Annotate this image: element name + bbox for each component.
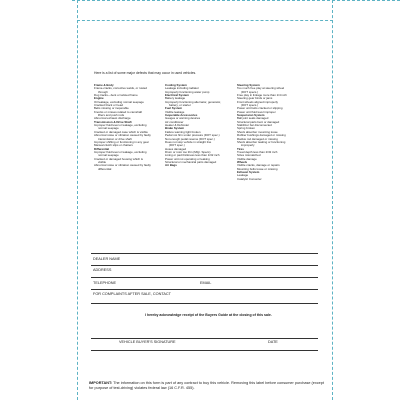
defect-item: Gauges or warning devices — [165, 117, 201, 121]
defect-item: (DOT spec.) — [169, 144, 185, 148]
defect-item: (DOT specs.) — [241, 104, 259, 108]
defect-item: Power unit belts cracked or slipping — [237, 107, 283, 111]
defect-category-heading: Electrical System — [165, 93, 189, 98]
address-line[interactable] — [91, 277, 318, 278]
defect-category-heading: Tires — [237, 146, 244, 151]
defects-column-3 — [237, 84, 317, 181]
defect-item: Visible damage — [237, 157, 257, 161]
important-label: IMPORTANT: — [89, 381, 113, 385]
important-notice — [89, 381, 329, 390]
defect-category-heading: Wheels — [237, 159, 248, 164]
defect-item: Tread depth less than 2/32 inch — [237, 150, 278, 154]
defect-item: Shock absorber leaking or functioning — [237, 140, 286, 144]
form-bottom-rule — [91, 350, 318, 351]
perforation-fold — [77, 20, 333, 21]
defect-category-heading: Transmission & Drive Shaft — [94, 119, 132, 124]
important-text: The information on this form is part of any contract to buy this vehicle. Removing this label before consumer purchase (except for purpose of test-driving) violates federal law (16 C.F.R. 455). — [89, 381, 324, 390]
defect-item: Dog tracks—bent or twisted frame — [94, 94, 138, 98]
defect-category-heading: Engine — [94, 96, 104, 101]
defect-item: Cracked or damaged housing which is — [94, 157, 144, 161]
address-label: ADDRESS — [93, 268, 112, 272]
defect-item: Leakage including radiator — [165, 87, 199, 91]
defect-item: Power unit fluid level improper — [237, 110, 276, 114]
defect-item: Ball joint seals damaged — [237, 117, 269, 121]
defect-item: Improper fluid level or leakage, excluding — [94, 150, 147, 154]
dealer-name-label: DEALER NAME — [93, 257, 121, 261]
buyers-guide-back — [77, 0, 333, 400]
defect-item: Battery leakage — [165, 97, 186, 101]
date-label: DATE — [268, 340, 278, 344]
defect-item: battery, or starter — [169, 104, 191, 108]
defect-item: Abnormal noise or vibration caused by faulty — [94, 134, 151, 138]
defect-category-heading: Differential — [94, 146, 110, 151]
defect-item: Sizes mismatched — [237, 154, 261, 158]
defect-item: visible — [98, 160, 107, 164]
defect-item: Rubber bushings damaged or missing — [237, 134, 286, 138]
signature-line[interactable] — [91, 338, 318, 339]
defect-item: Not enough pedal reserve (DOT spec.) — [165, 137, 215, 141]
defect-category-heading: Fuel System — [165, 106, 183, 111]
defect-item: Abnormal noise or vibration caused by faulty — [94, 164, 151, 168]
defect-item: Improperly functioning alternator, generator, — [165, 100, 221, 104]
defect-item: normal seepage — [98, 154, 119, 158]
defect-item: Front wheels aligned improperly — [237, 100, 278, 104]
defect-category-heading: Cooling System — [165, 83, 187, 87]
defect-item: Stabilizer bar disconnected — [237, 124, 272, 128]
defect-item: Lining or pad thickness less than 1/32 inch — [165, 154, 220, 158]
defect-category-heading: Suspension System — [237, 113, 265, 118]
defect-item: Hoses damaged — [165, 147, 187, 151]
defect-item: Catalytic Converter — [237, 177, 262, 181]
defects-column-1 — [94, 84, 164, 171]
defect-item: Radius rod damaged or missing — [237, 137, 278, 141]
defects-column-2 — [165, 84, 235, 168]
defect-item: Cracked or damaged case which is visible — [94, 130, 148, 134]
defect-category-heading: Steering System — [237, 83, 260, 87]
buyer-signature-label: VEHICLE BUYER'S SIGNATURE — [119, 340, 176, 344]
defect-category-heading: Brake System — [165, 126, 185, 131]
complaints-contact-label: FOR COMPLAINTS AFTER SALE, CONTACT — [93, 292, 171, 296]
defect-item: differential — [98, 167, 112, 171]
defect-item: Improper shifting or functioning in any gear — [94, 140, 149, 144]
defect-category-heading: Air Bags — [165, 163, 177, 168]
defect-item: Cracked block or head — [94, 104, 123, 108]
email-label: EMAIL — [200, 281, 212, 285]
acknowledge-text: I hereby acknowledge receipt of the Buyers Guide at the closing of this sale. — [145, 313, 272, 317]
defect-item: Air conditioner — [165, 120, 184, 124]
defect-item: Steering gear binds or jams — [237, 97, 273, 101]
defect-item: Knocks or misses related to camshaft — [94, 110, 143, 114]
defect-item: Oil leakage, excluding normal seepage — [94, 100, 144, 104]
dealer-name-line[interactable] — [91, 265, 318, 266]
defect-item: Belts missing or inoperable — [94, 107, 129, 111]
defect-category-heading: Frame & Body — [94, 83, 114, 87]
defect-item: Abnormal exhaust discharge — [94, 117, 131, 121]
defect-category-heading: Exhaust System — [237, 169, 260, 174]
defect-item: Structural or mechanical parts damaged — [165, 160, 217, 164]
defect-item: Improper fluid level or leakage, excluding — [94, 124, 147, 128]
defect-item: Structural parts bent or damaged — [237, 120, 280, 124]
defect-category-heading: Inoperable Accessories — [165, 113, 198, 118]
form-top-rule — [91, 253, 318, 254]
defect-item: Too much free play at steering wheel — [237, 87, 285, 91]
telephone-email-line[interactable] — [91, 289, 318, 290]
defect-item: Frame-cracks, corrective welds, or rusted — [94, 87, 148, 91]
defect-item: Visible leakage — [165, 110, 185, 114]
defect-item: Failure warning light broken — [165, 130, 201, 134]
defect-item: Spring broken — [237, 127, 255, 131]
defect-item: Heater & Defroster — [165, 124, 190, 128]
defect-item: Pedal not firm under pressure (DOT spec.) — [165, 134, 220, 138]
defect-item: improperly — [241, 144, 255, 148]
complaints-contact-line[interactable] — [91, 303, 318, 304]
defect-item: Leakage — [237, 174, 249, 178]
defect-item: Does not stop vehicle in straight line — [165, 140, 212, 144]
defect-item: Shock absorber mounting loose — [237, 130, 278, 134]
telephone-label: TELEPHONE — [93, 281, 116, 285]
defect-item: Manual clutch slips or chatters — [94, 144, 133, 148]
defect-item: Mounting bolts loose or missing — [237, 167, 278, 171]
defect-item: Drum or rotor too thin (Mfgr. Specs) — [165, 150, 211, 154]
defect-item: Power unit not operating or leaking — [165, 157, 210, 161]
defect-item: transmission or drive shaft — [98, 137, 132, 141]
defects-intro: Here is a list of some major defects that may occur in used vehicles. — [94, 71, 197, 75]
defect-item: through — [98, 90, 108, 94]
defect-item: normal seepage — [98, 127, 119, 131]
defect-item: Visible cracks, damage or repairs — [237, 164, 280, 168]
defect-item: Free play in linkage more than 1/4 inch — [237, 94, 287, 98]
defect-item: lifters and push rods — [98, 114, 125, 118]
defect-item: (DOT specs.) — [241, 90, 259, 94]
defect-item: Improperly functioning water pump — [165, 90, 210, 94]
